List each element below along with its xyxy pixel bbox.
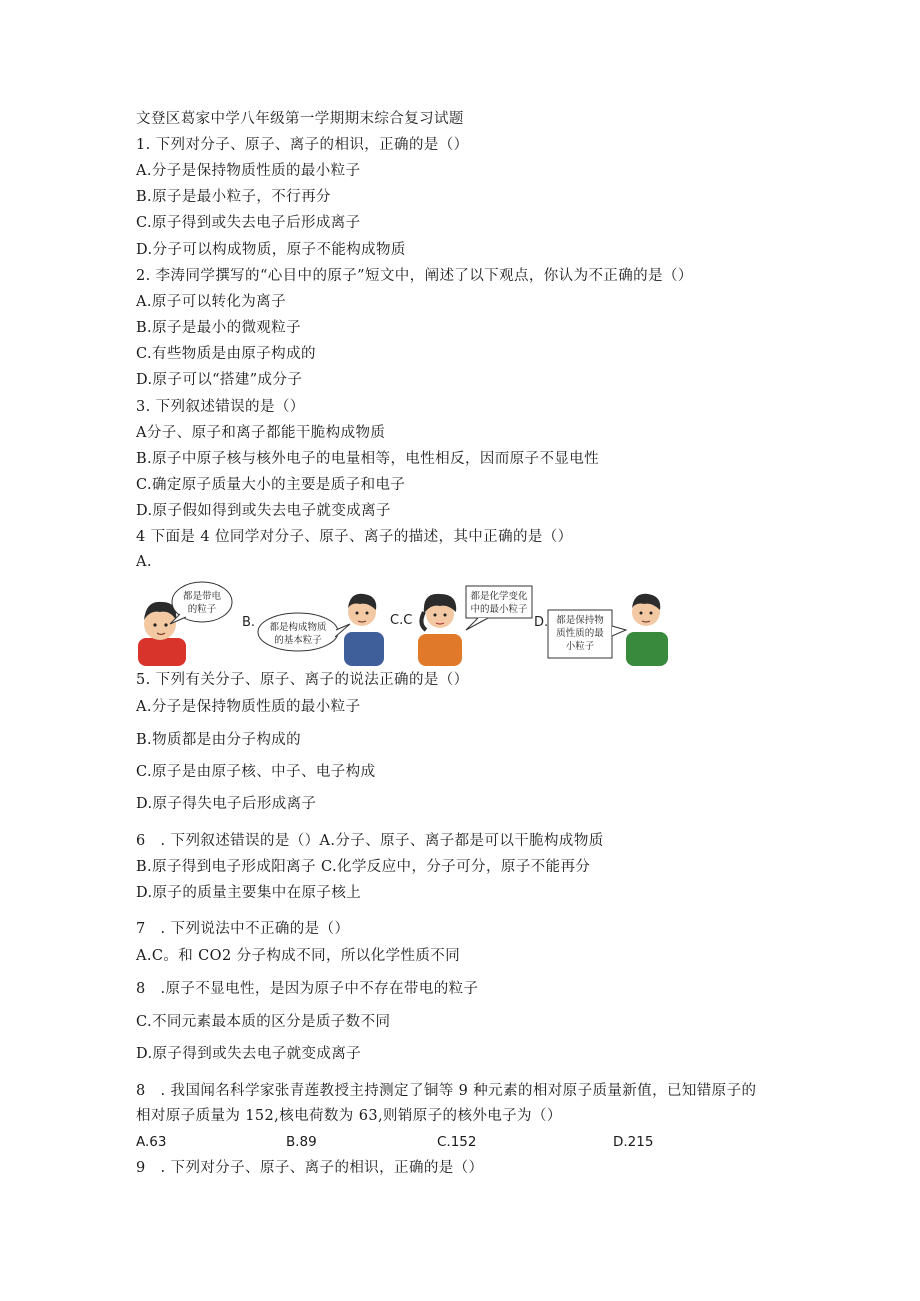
question-7-option-c: C.不同元素最本质的区分是质子数不同 xyxy=(136,1014,391,1030)
figure-label-d: D. xyxy=(534,615,549,630)
speech-bubble-c xyxy=(466,586,532,630)
question-1-option-c: C.原子得到或失去电子后形成离子 xyxy=(136,215,361,231)
question-8-line-2: 相对原子质量为 152,核电荷数为 63,则销原子的核外电子为（） xyxy=(136,1108,562,1124)
question-8-option-a: A.63 xyxy=(136,1134,167,1150)
page-title: 文登区葛家中学八年级第一学期期末综合复习试题 xyxy=(136,111,464,127)
question-1-option-a: A.分子是保持物质性质的最小粒子 xyxy=(136,163,361,179)
question-6-line-2: B.原子得到电子形成阳离子 C.化学反应中，分子可分，原子不能再分 xyxy=(136,859,591,875)
question-2-option-a: A.原子可以转化为离子 xyxy=(136,294,286,310)
students-illustration xyxy=(136,580,672,666)
question-4-stem: 4 下面是 4 位同学对分子、原子、离子的描述，其中正确的是（） xyxy=(136,529,573,545)
question-1-option-d: D.分子可以构成物质，原子不能构成物质 xyxy=(136,242,406,258)
bubble-a-line-1: 都是带电 xyxy=(182,591,222,602)
question-9-stem: 9 . 下列对分子、原子、离子的相识，正确的是（） xyxy=(136,1160,484,1176)
question-6-line-1: 6 . 下列叙述错误的是（）A.分子、原子、离子都是可以干脆构成物质 xyxy=(136,833,604,849)
speech-bubble-b xyxy=(258,613,350,651)
bubble-d-line-3: 小粒子 xyxy=(565,641,595,652)
question-7-stem: 7 . 下列说法中不正确的是（） xyxy=(136,921,350,937)
question-5-option-d: D.原子得失电子后形成离子 xyxy=(136,796,317,812)
question-5-option-c: C.原子是由原子核、中子、电子构成 xyxy=(136,764,376,780)
question-2-stem: 2. 李涛同学撰写的“心目中的原子”短文中，阐述了以下观点，你认为不正确的是（） xyxy=(136,268,693,284)
question-3-option-c: C.确定原子质量大小的主要是质子和电子 xyxy=(136,477,406,493)
question-4-option-a-label: A. xyxy=(136,554,152,570)
question-6-line-3: D.原子的质量主要集中在原子核上 xyxy=(136,885,362,901)
question-5-stem: 5. 下列有关分子、原子、离子的说法正确的是（） xyxy=(136,672,469,688)
question-3-option-b: B.原子中原子核与核外电子的电量相等，电性相反，因而原子不显电性 xyxy=(136,451,600,467)
question-5-option-b: B.物质都是由分子构成的 xyxy=(136,732,302,748)
question-2-option-c: C.有些物质是由原子构成的 xyxy=(136,346,316,362)
question-3-option-a: A分子、原子和离子都能干脆构成物质 xyxy=(136,425,386,441)
question-8-line-1: 8 . 我国闻名科学家张青莲教授主持测定了铜等 9 种元素的相对原子质量新值，已知错原子的 xyxy=(136,1083,757,1099)
bubble-c-line-2: 中的最小粒子 xyxy=(470,604,528,615)
figure-label-c: C.C xyxy=(390,613,413,628)
question-1-stem: 1. 下列对分子、原子、离子的相识，正确的是（） xyxy=(136,137,469,153)
question-3-option-d: D.原子假如得到或失去电子就变成离子 xyxy=(136,503,391,519)
question-1-option-b: B.原子是最小粒子，不行再分 xyxy=(136,189,331,205)
speech-bubble-a xyxy=(170,582,232,624)
bubble-d-line-2: 质性质的最 xyxy=(556,628,604,639)
question-2-option-d: D.原子可以“搭建”成分子 xyxy=(136,372,303,388)
bubble-d-line-1: 都是保持物 xyxy=(556,615,604,626)
question-8-option-d: D.215 xyxy=(613,1134,654,1150)
question-2-option-b: B.原子是最小的微观粒子 xyxy=(136,320,302,336)
question-8-option-c: C.152 xyxy=(437,1134,477,1150)
question-7-option-b: 8 .原子不显电性，是因为原子中不存在带电的粒子 xyxy=(136,981,479,997)
question-3-stem: 3. 下列叙述错误的是（） xyxy=(136,399,305,415)
question-7-option-d: D.原子得到或失去电子就变成离子 xyxy=(136,1046,362,1062)
question-7-option-a: A.C。和 CO2 分子构成不同，所以化学性质不同 xyxy=(136,948,461,964)
question-8-option-b: B.89 xyxy=(286,1134,317,1150)
student-b-figure xyxy=(344,594,384,666)
bubble-b-line-2: 的基本粒子 xyxy=(274,635,322,646)
student-d-figure xyxy=(626,594,668,666)
question-5-option-a: A.分子是保持物质性质的最小粒子 xyxy=(136,699,361,715)
figure-label-b: B. xyxy=(242,615,256,630)
bubble-b-line-1: 都是构成物质 xyxy=(269,622,327,633)
student-c-figure xyxy=(418,594,462,666)
bubble-c-line-1: 都是化学变化 xyxy=(470,591,528,602)
speech-bubble-d xyxy=(548,610,626,658)
bubble-a-line-2: 的粒子 xyxy=(187,604,217,615)
